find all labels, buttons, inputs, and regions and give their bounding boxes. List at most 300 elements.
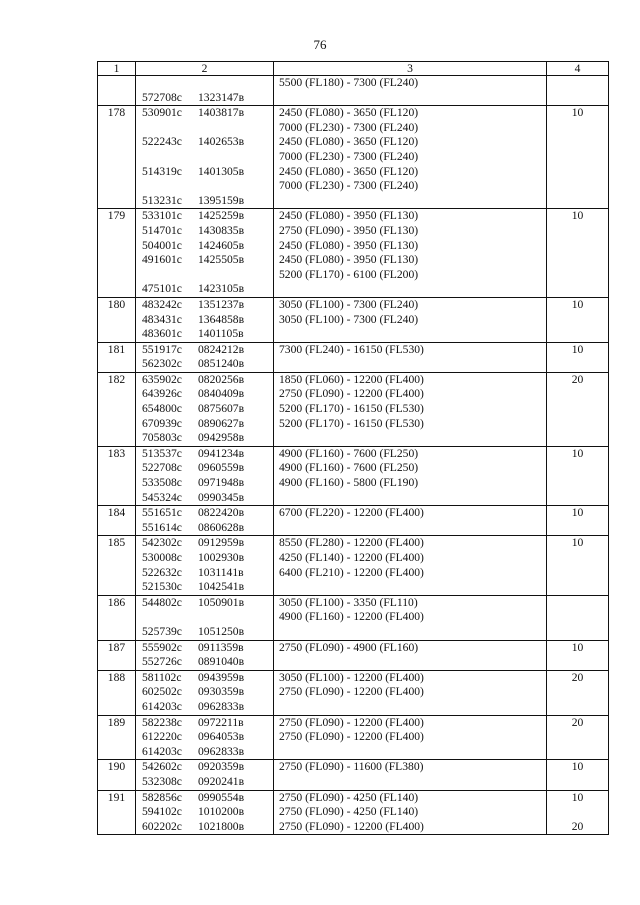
longitude: 1031141в xyxy=(198,565,244,579)
latitude: 514319с xyxy=(142,164,182,178)
value xyxy=(547,775,608,790)
altitude-range: 3050 (FL100) - 7300 (FL240) xyxy=(279,297,419,311)
longitude: 0860628в xyxy=(198,520,245,534)
latitude: 483431с xyxy=(142,312,182,326)
value xyxy=(547,194,608,209)
latitude: 582856с xyxy=(142,790,182,804)
altitude-range xyxy=(279,745,546,760)
latitude: 581102с xyxy=(142,670,182,684)
altitude-range: 2750 (FL090) - 12200 (FL400) xyxy=(279,715,424,729)
altitude-range: 3050 (FL100) - 7300 (FL240) xyxy=(279,312,419,326)
altitude-cell xyxy=(274,446,547,505)
coordinate-line xyxy=(142,671,273,686)
longitude: 0875607в xyxy=(198,402,245,416)
latitude: 654800с xyxy=(142,402,182,416)
altitude-cell xyxy=(274,536,547,595)
altitude-range: 7000 (FL230) - 7300 (FL240) xyxy=(279,120,419,134)
altitude-range: 6400 (FL210) - 12200 (FL400) xyxy=(279,565,424,579)
row-number-cell xyxy=(98,595,136,640)
altitude-cell xyxy=(274,595,547,640)
table-row xyxy=(98,297,609,342)
table-row xyxy=(98,536,609,595)
row-number: 189 xyxy=(107,715,126,729)
row-number: 181 xyxy=(107,342,126,356)
latitude: 551651с xyxy=(142,506,182,520)
latitude: 521530с xyxy=(142,580,182,594)
value-cell xyxy=(547,506,609,536)
coordinate-line xyxy=(142,121,273,136)
latitude: 542602с xyxy=(142,760,182,774)
coordinate-line xyxy=(142,820,273,835)
latitude: 602502с xyxy=(142,685,182,699)
value xyxy=(547,224,608,239)
altitude-cell xyxy=(274,790,547,835)
altitude-range xyxy=(279,491,546,506)
coordinates-cell xyxy=(136,715,274,760)
coordinate-line xyxy=(142,461,273,476)
table-row xyxy=(98,595,609,640)
row-number: 179 xyxy=(107,209,126,223)
value: 10 xyxy=(571,342,584,356)
table-row xyxy=(98,76,609,106)
value xyxy=(547,700,608,715)
table-row xyxy=(98,790,609,835)
table-row xyxy=(98,342,609,372)
row-number-cell xyxy=(98,506,136,536)
coordinate-line xyxy=(142,91,273,106)
coordinate-line xyxy=(142,313,273,328)
altitude-cell xyxy=(274,297,547,342)
coordinate-line xyxy=(142,179,273,194)
value xyxy=(547,417,608,432)
latitude: 643926с xyxy=(142,387,182,401)
longitude: 0943959в xyxy=(198,670,245,684)
coordinate-line xyxy=(142,791,273,806)
altitude-range xyxy=(279,431,546,446)
value xyxy=(547,685,608,700)
coordinate-line xyxy=(142,135,273,150)
altitude-range xyxy=(279,91,546,106)
coordinate-line xyxy=(142,566,273,581)
value: 10 xyxy=(571,760,584,774)
altitude-range xyxy=(279,700,546,715)
longitude: 0891040в xyxy=(198,655,245,669)
coordinate-line xyxy=(142,150,273,165)
altitude-range: 2750 (FL090) - 12200 (FL400) xyxy=(279,685,424,699)
longitude: 1425259в xyxy=(198,209,245,223)
altitude-range xyxy=(279,357,546,372)
longitude: 1002930в xyxy=(198,551,245,564)
row-number: 183 xyxy=(107,446,126,460)
value: 10 xyxy=(571,209,584,223)
coordinates-cell xyxy=(136,536,274,595)
altitude-cell xyxy=(274,670,547,715)
row-number: 191 xyxy=(107,790,126,804)
latitude: 582238с xyxy=(142,715,182,729)
value xyxy=(547,521,608,536)
table-row xyxy=(98,715,609,760)
row-number-cell xyxy=(98,790,136,835)
altitude-range: 5200 (FL170) - 16150 (FL530) xyxy=(279,416,424,430)
latitude: 705803с xyxy=(142,431,182,445)
coordinates-cell xyxy=(136,640,274,670)
coordinate-line xyxy=(142,282,273,297)
table-row xyxy=(98,760,609,790)
row-number: 178 xyxy=(107,106,126,120)
longitude: 0930359в xyxy=(198,685,245,699)
coordinate-line xyxy=(142,745,273,760)
coordinate-line xyxy=(142,521,273,536)
latitude: 530008с xyxy=(142,551,182,564)
longitude: 0990345в xyxy=(198,490,245,504)
latitude: 552726с xyxy=(142,655,182,669)
row-number-cell xyxy=(98,536,136,595)
coordinate-line xyxy=(142,760,273,775)
longitude: 1051250в xyxy=(198,624,245,638)
coordinate-line xyxy=(142,387,273,402)
value xyxy=(547,551,608,566)
longitude: 1425505в xyxy=(198,253,245,267)
coordinates-cell xyxy=(136,209,274,298)
longitude: 1010200в xyxy=(198,805,245,819)
longitude: 1364858в xyxy=(198,312,245,326)
value xyxy=(547,327,608,342)
latitude: 522243с xyxy=(142,135,182,149)
longitude: 0971948в xyxy=(198,476,245,490)
value xyxy=(547,805,608,820)
latitude: 551917с xyxy=(142,342,182,356)
latitude: 532308с xyxy=(142,774,182,788)
altitude-range: 6700 (FL220) - 12200 (FL400) xyxy=(279,506,424,520)
value-cell xyxy=(547,76,609,106)
header-cell-2: 2 xyxy=(136,62,274,76)
altitude-range xyxy=(279,625,546,640)
coordinates-cell xyxy=(136,790,274,835)
value xyxy=(547,282,608,297)
longitude: 1351237в xyxy=(198,297,245,311)
coordinates-cell xyxy=(136,372,274,446)
row-number: 180 xyxy=(107,297,126,311)
coordinate-line xyxy=(142,775,273,790)
coordinate-line xyxy=(142,165,273,180)
value xyxy=(547,491,608,506)
row-number-cell xyxy=(98,446,136,505)
coordinate-line xyxy=(142,76,273,91)
coordinate-line xyxy=(142,596,273,611)
coordinate-line xyxy=(142,730,273,745)
altitude-range: 1850 (FL060) - 12200 (FL400) xyxy=(279,372,424,386)
latitude: 533101с xyxy=(142,209,182,223)
coordinates-cell xyxy=(136,595,274,640)
longitude: 0964053в xyxy=(198,730,245,744)
table-row xyxy=(98,372,609,446)
value: 10 xyxy=(571,106,584,120)
row-number-cell xyxy=(98,372,136,446)
longitude: 0990554в xyxy=(198,790,245,804)
value: 10 xyxy=(571,297,584,311)
value xyxy=(547,253,608,268)
longitude: 1395159в xyxy=(198,193,245,207)
longitude: 1430835в xyxy=(198,223,245,237)
coordinate-line xyxy=(142,106,273,121)
value: 20 xyxy=(571,715,584,729)
coordinate-line xyxy=(142,506,273,521)
altitude-range: 8550 (FL280) - 12200 (FL400) xyxy=(279,536,424,550)
latitude: 513537с xyxy=(142,446,182,460)
latitude: 475101с xyxy=(142,282,182,296)
row-number: 186 xyxy=(107,595,126,609)
value xyxy=(547,745,608,760)
altitude-range xyxy=(279,655,546,670)
coordinates-cell xyxy=(136,106,274,209)
coordinates-cell xyxy=(136,446,274,505)
value-cell xyxy=(547,342,609,372)
page-number: 76 xyxy=(313,37,327,52)
table-row xyxy=(98,640,609,670)
coordinate-line xyxy=(142,551,273,566)
row-number-cell xyxy=(98,760,136,790)
altitude-cell xyxy=(274,372,547,446)
altitude-range: 2750 (FL090) - 12200 (FL400) xyxy=(279,730,424,744)
longitude: 0972211в xyxy=(198,715,244,729)
altitude-range xyxy=(279,327,546,342)
table-row xyxy=(98,506,609,536)
coordinates-cell xyxy=(136,297,274,342)
coordinate-line xyxy=(142,253,273,268)
table-row xyxy=(98,209,609,298)
coordinate-line xyxy=(142,194,273,209)
row-number: 182 xyxy=(107,372,126,386)
value xyxy=(547,610,608,625)
altitude-range: 2750 (FL090) - 4250 (FL140) xyxy=(279,805,419,819)
value xyxy=(547,655,608,670)
table-row xyxy=(98,106,609,209)
value xyxy=(547,91,608,106)
value xyxy=(547,179,608,194)
table-row xyxy=(98,670,609,715)
value-cell xyxy=(547,715,609,760)
coordinate-line xyxy=(142,716,273,731)
value xyxy=(547,402,608,417)
altitude-range: 3050 (FL100) - 12200 (FL400) xyxy=(279,670,424,684)
value-cell xyxy=(547,790,609,835)
coordinates-cell xyxy=(136,760,274,790)
longitude: 0962833в xyxy=(198,744,245,758)
coordinate-line xyxy=(142,402,273,417)
altitude-range: 2750 (FL090) - 12200 (FL400) xyxy=(279,819,424,833)
altitude-range xyxy=(279,194,546,209)
value xyxy=(547,476,608,491)
altitude-range: 2450 (FL080) - 3650 (FL120) xyxy=(279,164,419,178)
coordinate-line xyxy=(142,373,273,388)
longitude: 0920241в xyxy=(198,774,245,788)
row-number-cell xyxy=(98,670,136,715)
value-cell xyxy=(547,670,609,715)
coordinates-cell xyxy=(136,76,274,106)
coordinate-line xyxy=(142,268,273,283)
altitude-range: 4900 (FL160) - 12200 (FL400) xyxy=(279,610,424,624)
longitude: 0912959в xyxy=(198,536,245,550)
value xyxy=(547,121,608,136)
header-cell-4: 4 xyxy=(547,62,609,76)
value-cell xyxy=(547,106,609,209)
latitude: 533508с xyxy=(142,476,182,490)
latitude: 602202с xyxy=(142,819,182,833)
value: 10 xyxy=(571,446,584,460)
value-cell xyxy=(547,595,609,640)
coordinate-line xyxy=(142,209,273,224)
value: 10 xyxy=(571,536,584,550)
longitude: 0824212в xyxy=(198,342,245,356)
value xyxy=(547,313,608,328)
coordinate-line xyxy=(142,685,273,700)
latitude: 551614с xyxy=(142,520,182,534)
coordinate-line xyxy=(142,536,273,551)
value xyxy=(547,461,608,476)
row-number-cell xyxy=(98,342,136,372)
longitude: 0890627в xyxy=(198,416,245,430)
value xyxy=(547,239,608,254)
coordinate-line xyxy=(142,298,273,313)
altitude-range: 4250 (FL140) - 12200 (FL400) xyxy=(279,551,424,564)
table-body xyxy=(98,76,609,835)
airspace-table xyxy=(97,61,609,835)
latitude: 612220с xyxy=(142,730,182,744)
altitude-range: 3050 (FL100) - 3350 (FL110) xyxy=(279,595,418,609)
longitude: 1401105в xyxy=(198,327,244,341)
longitude: 1403817в xyxy=(198,106,245,120)
value-cell xyxy=(547,372,609,446)
altitude-range: 2750 (FL090) - 4250 (FL140) xyxy=(279,790,419,804)
row-number-cell xyxy=(98,640,136,670)
latitude: 555902с xyxy=(142,640,182,654)
longitude: 1401305в xyxy=(198,164,245,178)
latitude: 670939с xyxy=(142,416,182,430)
coordinates-cell xyxy=(136,342,274,372)
latitude: 483601с xyxy=(142,327,182,341)
altitude-range: 2750 (FL090) - 4900 (FL160) xyxy=(279,640,419,654)
altitude-range: 2750 (FL090) - 12200 (FL400) xyxy=(279,387,424,401)
value-cell xyxy=(547,446,609,505)
value-cell xyxy=(547,297,609,342)
altitude-range xyxy=(279,775,546,790)
latitude: 594102с xyxy=(142,805,182,819)
coordinate-line xyxy=(142,610,273,625)
longitude: 1021800в xyxy=(198,819,245,833)
longitude: 0820256в xyxy=(198,372,245,386)
altitude-cell xyxy=(274,640,547,670)
altitude-range: 2450 (FL080) - 3950 (FL130) xyxy=(279,238,419,252)
altitude-range: 2450 (FL080) - 3950 (FL130) xyxy=(279,209,419,223)
row-number-cell xyxy=(98,209,136,298)
value: 10 xyxy=(571,506,584,520)
altitude-cell xyxy=(274,76,547,106)
latitude: 514701с xyxy=(142,223,182,237)
coordinate-line xyxy=(142,327,273,342)
longitude: 1423105в xyxy=(198,282,245,296)
altitude-range: 7300 (FL240) - 16150 (FL530) xyxy=(279,342,424,356)
altitude-cell xyxy=(274,506,547,536)
value xyxy=(547,387,608,402)
coordinate-line xyxy=(142,224,273,239)
value xyxy=(547,431,608,446)
value-cell xyxy=(547,209,609,298)
row-number-cell xyxy=(98,76,136,106)
header-cell-3: 3 xyxy=(274,62,547,76)
value xyxy=(547,730,608,745)
row-number-cell xyxy=(98,297,136,342)
coordinate-line xyxy=(142,417,273,432)
altitude-cell xyxy=(274,106,547,209)
row-number: 184 xyxy=(107,506,126,520)
altitude-range xyxy=(279,580,546,595)
row-number: 187 xyxy=(107,640,126,654)
altitude-range: 4900 (FL160) - 7600 (FL250) xyxy=(279,461,419,475)
coordinate-line xyxy=(142,357,273,372)
altitude-range xyxy=(279,521,546,536)
longitude: 0962833в xyxy=(198,699,245,713)
latitude: 483242с xyxy=(142,297,182,311)
coordinate-line xyxy=(142,239,273,254)
coordinate-line xyxy=(142,625,273,640)
coordinate-line xyxy=(142,700,273,715)
value: 10 xyxy=(571,640,584,654)
coordinate-line xyxy=(142,431,273,446)
latitude: 513231с xyxy=(142,193,182,207)
latitude: 522708с xyxy=(142,461,182,475)
latitude: 542302с xyxy=(142,536,182,550)
longitude: 1050901в xyxy=(198,595,245,609)
value xyxy=(547,268,608,283)
value xyxy=(547,150,608,165)
altitude-cell xyxy=(274,209,547,298)
value xyxy=(547,566,608,581)
longitude: 0920359в xyxy=(198,760,245,774)
altitude-range: 2450 (FL080) - 3650 (FL120) xyxy=(279,135,419,149)
value xyxy=(547,165,608,180)
coordinates-cell xyxy=(136,670,274,715)
altitude-range xyxy=(279,282,546,297)
altitude-range: 7000 (FL230) - 7300 (FL240) xyxy=(279,149,419,163)
longitude: 0960559в xyxy=(198,461,245,475)
row-number: 185 xyxy=(107,536,126,550)
coordinate-line xyxy=(142,491,273,506)
latitude: 530901с xyxy=(142,106,182,120)
value xyxy=(547,76,608,91)
latitude: 491601с xyxy=(142,253,182,267)
value xyxy=(547,596,608,611)
value-cell xyxy=(547,536,609,595)
latitude: 572708с xyxy=(142,90,182,104)
row-number xyxy=(98,76,135,91)
coordinate-line xyxy=(142,476,273,491)
latitude: 635902с xyxy=(142,372,182,386)
value: 20 xyxy=(571,670,584,684)
latitude: 562302с xyxy=(142,357,182,371)
latitude: 614203с xyxy=(142,699,182,713)
coordinate-line xyxy=(142,641,273,656)
longitude: 0840409в xyxy=(198,387,245,401)
altitude-range: 4900 (FL160) - 7600 (FL250) xyxy=(279,446,419,460)
longitude: 0851240в xyxy=(198,357,245,371)
longitude: 0911359в xyxy=(198,640,244,654)
longitude: 1402653в xyxy=(198,135,245,149)
value xyxy=(547,357,608,372)
row-number: 188 xyxy=(107,670,126,684)
longitude: 1424605в xyxy=(198,238,245,252)
altitude-cell xyxy=(274,715,547,760)
row-number: 190 xyxy=(107,760,126,774)
